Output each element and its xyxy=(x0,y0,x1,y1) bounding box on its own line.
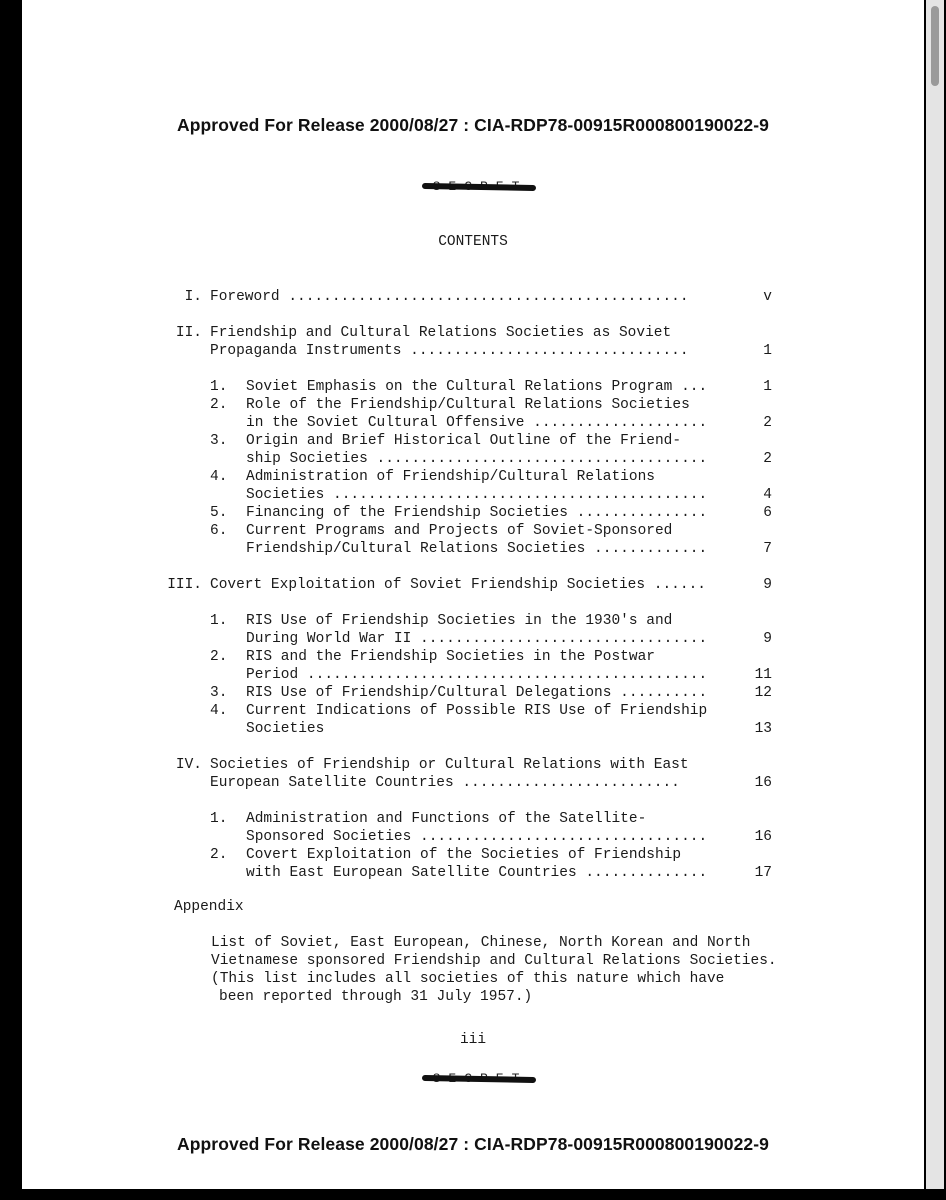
toc-item: Origin and Brief Historical Outline of the Friend- xyxy=(246,433,682,449)
page-ref: 2 xyxy=(763,415,772,431)
item-number: 3. xyxy=(210,433,228,449)
contents-title: CONTENTS xyxy=(438,234,508,250)
appendix-heading: Appendix xyxy=(174,899,244,915)
appendix-line: been reported through 31 July 1957.) xyxy=(219,989,533,1005)
toc-item: Administration of Friendship/Cultural Relations xyxy=(246,469,655,485)
page-ref: 11 xyxy=(754,667,772,683)
page-ref: 12 xyxy=(754,685,772,701)
section-number: IV. xyxy=(175,757,202,773)
page-ref: 13 xyxy=(754,721,772,737)
item-number: 5. xyxy=(210,505,228,521)
page-ref: v xyxy=(763,289,772,305)
page-ref: 4 xyxy=(763,487,772,503)
toc-item: Soviet Emphasis on the Cultural Relations Program ... xyxy=(246,379,708,395)
item-number: 2. xyxy=(210,847,228,863)
item-number: 1. xyxy=(210,613,228,629)
scrollbar-thumb[interactable] xyxy=(931,6,939,86)
appendix-line: List of Soviet, East European, Chinese, North Korean and North xyxy=(211,935,751,951)
toc-item-cont: Societies xyxy=(246,721,325,737)
page-number: iii xyxy=(459,1032,487,1048)
page-ref: 16 xyxy=(754,775,772,791)
toc-item: RIS Use of Friendship/Cultural Delegations .......... xyxy=(246,685,708,701)
appendix-line: Vietnamese sponsored Friendship and Cultural Relations Societies. xyxy=(211,953,777,969)
page-ref: 1 xyxy=(763,343,772,359)
classification-stamp-bottom xyxy=(420,1072,540,1086)
document-page xyxy=(22,0,924,1189)
toc-item-cont: Friendship/Cultural Relations Societies ............. xyxy=(246,541,708,557)
appendix-line: (This list includes all societies of this nature which have xyxy=(211,971,725,987)
toc-item: Current Indications of Possible RIS Use of Friendship xyxy=(246,703,708,719)
page-ref: 2 xyxy=(763,451,772,467)
page-ref: 6 xyxy=(763,505,772,521)
toc-entry-section-4: Societies of Friendship or Cultural Relations with East xyxy=(210,757,689,773)
item-number: 3. xyxy=(210,685,228,701)
toc-item: RIS Use of Friendship Societies in the 1930's and xyxy=(246,613,673,629)
section-number: III. xyxy=(167,577,202,593)
header-release-line: Approved For Release 2000/08/27 : CIA-RDP78-00915R000800190022-9 xyxy=(176,115,769,135)
toc-item: Role of the Friendship/Cultural Relations Societies xyxy=(246,397,690,413)
toc-item-cont: Period .............................................. xyxy=(246,667,708,683)
classification-stamp-top xyxy=(420,180,540,194)
toc-item-cont: in the Soviet Cultural Offensive .................... xyxy=(246,415,708,431)
footer-release-line: Approved For Release 2000/08/27 : CIA-RDP78-00915R000800190022-9 xyxy=(176,1134,769,1154)
toc-entry-section-4-cont: European Satellite Countries ......................... xyxy=(210,775,680,791)
section-number: II. xyxy=(175,325,202,341)
toc-item: Current Programs and Projects of Soviet-Sponsored xyxy=(246,523,673,539)
toc-item: Covert Exploitation of the Societies of Friendship xyxy=(246,847,682,863)
toc-item: Administration and Functions of the Satellite- xyxy=(246,811,647,827)
toc-item: Financing of the Friendship Societies ............... xyxy=(246,505,708,521)
toc-entry-section-2-cont: Propaganda Instruments ................................ xyxy=(210,343,689,359)
toc-item-cont: with East European Satellite Countries .............. xyxy=(246,865,708,881)
toc-item: RIS and the Friendship Societies in the Postwar xyxy=(246,649,655,665)
page-ref: 9 xyxy=(763,577,772,593)
page-ref: 9 xyxy=(763,631,772,647)
toc-entry-foreword: Foreword .............................................. xyxy=(210,289,689,305)
page-ref: 16 xyxy=(754,829,772,845)
item-number: 6. xyxy=(210,523,228,539)
toc-item-cont: ship Societies ...................................... xyxy=(246,451,708,467)
page-ref: 17 xyxy=(754,865,772,881)
section-number: I. xyxy=(184,289,202,305)
page-ref: 7 xyxy=(763,541,772,557)
vertical-scrollbar[interactable] xyxy=(926,0,944,1189)
item-number: 4. xyxy=(210,703,228,719)
toc-item-cont: During World War II ................................. xyxy=(246,631,708,647)
toc-entry-section-2: Friendship and Cultural Relations Societies as Soviet xyxy=(210,325,672,341)
item-number: 1. xyxy=(210,379,228,395)
item-number: 4. xyxy=(210,469,228,485)
toc-item-cont: Sponsored Societies ................................. xyxy=(246,829,708,845)
item-number: 2. xyxy=(210,649,228,665)
page-ref: 1 xyxy=(763,379,772,395)
item-number: 1. xyxy=(210,811,228,827)
toc-entry-section-3: Covert Exploitation of Soviet Friendship Societies ...... xyxy=(210,577,706,593)
item-number: 2. xyxy=(210,397,228,413)
toc-item-cont: Societies ........................................... xyxy=(246,487,708,503)
